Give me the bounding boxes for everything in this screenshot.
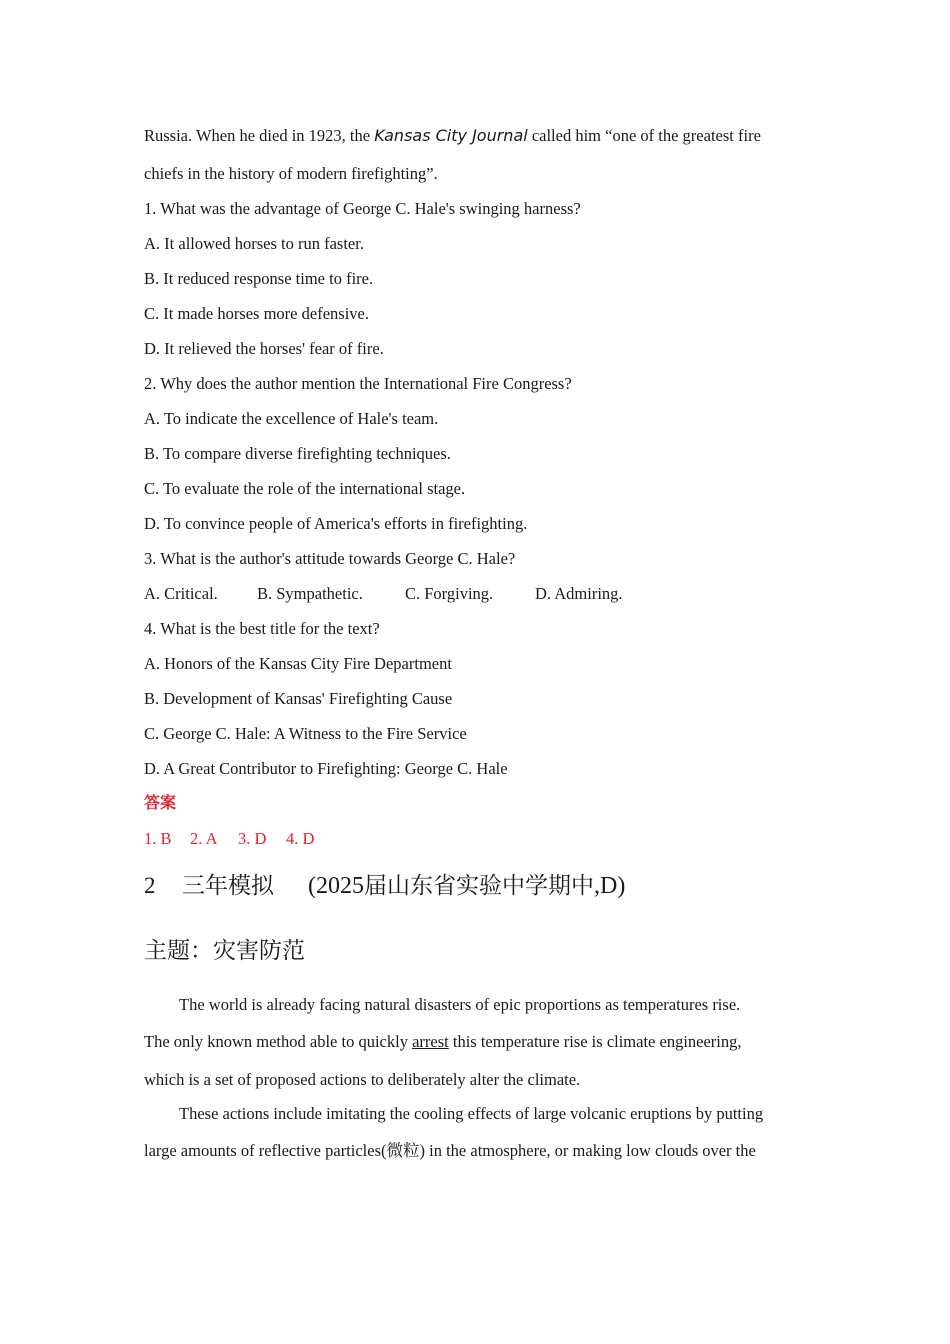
passage-line: large amounts of reflective particles(微粒) in the atmosphere, or making low clouds over the xyxy=(144,1141,756,1160)
question-3-option-d: D. Admiring. xyxy=(535,584,623,603)
question-4-option-c: C. George C. Hale: A Witness to the Fire Service xyxy=(144,724,467,743)
section-heading xyxy=(144,872,625,900)
question-2-option-c: C. To evaluate the role of the international stage. xyxy=(144,479,466,498)
passage-line: which is a set of proposed actions to deliberately alter the climate. xyxy=(144,1070,581,1089)
question-3-stem: 3. What is the author's attitude towards George C. Hale? xyxy=(144,549,516,568)
passage-text: called him “one of the greatest fire xyxy=(527,126,761,145)
answer-item: 3. D xyxy=(238,829,267,848)
answer-item: 2. A xyxy=(190,829,218,848)
section-source: 届山东省实验中学期中 xyxy=(364,873,594,899)
passage-text: this temperature rise is climate engineering, xyxy=(448,1032,742,1051)
question-2-option-a: A. To indicate the excellence of Hale's team. xyxy=(144,409,439,428)
question-4-option-a: A. Honors of the Kansas City Fire Department xyxy=(144,654,452,673)
section-number: 2 xyxy=(144,873,156,898)
question-1-option-c: C. It made horses more defensive. xyxy=(144,304,369,323)
passage-line xyxy=(144,126,761,146)
question-4-option-b: B. Development of Kansas' Firefighting Cause xyxy=(144,689,453,708)
section-year: (2025 xyxy=(308,873,364,899)
question-4-option-d: D. A Great Contributor to Firefighting: George C. Hale xyxy=(144,759,508,778)
passage-line: The world is already facing natural disasters of epic proportions as temperatures rise. xyxy=(179,995,741,1014)
passage-line xyxy=(144,1032,742,1052)
question-4-stem: 4. What is the best title for the text? xyxy=(144,619,380,638)
passage-line: chiefs in the history of modern firefighting”. xyxy=(144,164,438,183)
answer-item: 4. D xyxy=(286,829,315,848)
question-2-option-d: D. To convince people of America's efforts in firefighting. xyxy=(144,514,528,533)
question-3-option-b: B. Sympathetic. xyxy=(257,584,363,603)
question-1-option-b: B. It reduced response time to fire. xyxy=(144,269,374,288)
question-3-option-a: A. Critical. xyxy=(144,584,218,603)
passage-line: These actions include imitating the cooling effects of large volcanic eruptions by putting xyxy=(179,1104,764,1123)
answer-list xyxy=(144,829,314,849)
question-1-option-a: A. It allowed horses to run faster. xyxy=(144,234,364,253)
newspaper-title: Kansas City Journal xyxy=(374,126,528,145)
question-3-option-c: C. Forgiving. xyxy=(405,584,494,603)
passage-text: The only known method able to quickly xyxy=(144,1032,413,1051)
question-1-option-d: D. It relieved the horses' fear of fire. xyxy=(144,339,384,358)
section-title: 三年模拟 xyxy=(182,873,274,899)
passage-text: Russia. When he died in 1923, the xyxy=(144,126,375,145)
answer-item: 1. B xyxy=(144,829,172,848)
topic-heading: 主题：灾害防范 xyxy=(144,938,305,964)
question-3-options xyxy=(144,584,623,604)
question-1-stem: 1. What was the advantage of George C. Hale's swinging harness? xyxy=(144,199,581,218)
section-source-tail: ,D) xyxy=(594,873,626,899)
answer-label: 答案 xyxy=(144,793,177,812)
underlined-word: arrest xyxy=(412,1032,449,1051)
question-2-stem: 2. Why does the author mention the International Fire Congress? xyxy=(144,374,572,393)
question-2-option-b: B. To compare diverse firefighting techniques. xyxy=(144,444,451,463)
